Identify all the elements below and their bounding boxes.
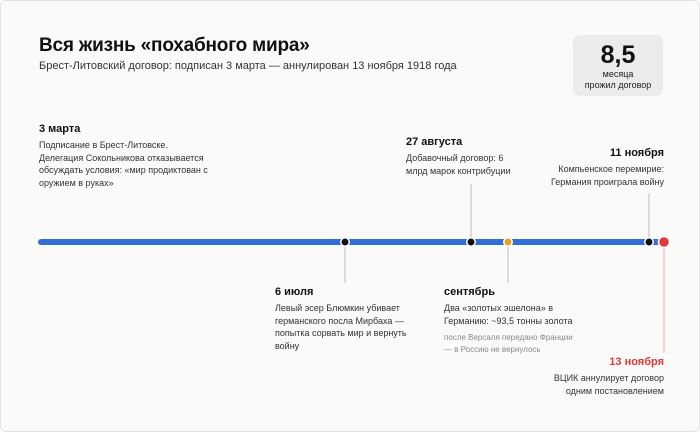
duration-desc: прожил договор	[584, 80, 652, 90]
marker-july	[341, 238, 349, 246]
event-desc: ВЦИК аннулирует договор одним постановлением	[553, 373, 664, 396]
event-desc: Компьенское перемирие: Германия проиграла войну	[551, 164, 664, 187]
event-desc: Левый эсер Блюмкин убивает германского посла Мирбаха — попытка сорвать мир и вернуть войну	[275, 303, 407, 351]
event-date: 27 августа	[406, 136, 463, 148]
event-november-13	[533, 355, 664, 397]
event-date: 6 июля	[275, 286, 314, 298]
event-date: 3 марта	[39, 123, 81, 135]
event-september	[444, 285, 574, 355]
duration-unit: месяца	[602, 69, 634, 79]
event-november-11	[531, 146, 664, 188]
event-desc: Добавочный договор: 6 млрд марок контрибуции	[406, 153, 511, 176]
marker-august	[467, 238, 475, 246]
marker-september	[504, 238, 512, 246]
event-july-6	[275, 285, 411, 352]
page-subtitle: Брест-Литовский договор: подписан 3 марта — аннулирован 13 ноября 1918 года	[39, 60, 457, 72]
event-august-27	[406, 135, 526, 177]
page-title: Вся жизнь «похабного мира»	[39, 35, 310, 56]
marker-nov11	[645, 238, 653, 246]
event-date: 11 ноября	[609, 147, 664, 159]
event-note: после Версаля передано Франции — в Россию не вернулось	[444, 333, 573, 354]
event-desc: Подписание в Брест-Литовске. Делегация Сокольникова отказывается обсуждать условия: «мир продиктован с оружием в руках»	[39, 140, 208, 188]
marker-nov13	[659, 237, 670, 248]
event-desc: Два «золотых эшелона» в Германию: ~93,5 тонны золота	[444, 303, 573, 326]
event-march-3	[39, 122, 209, 189]
event-date: 13 ноября	[609, 356, 664, 368]
duration-value: 8,5	[600, 41, 636, 69]
event-date: сентябрь	[444, 286, 495, 298]
